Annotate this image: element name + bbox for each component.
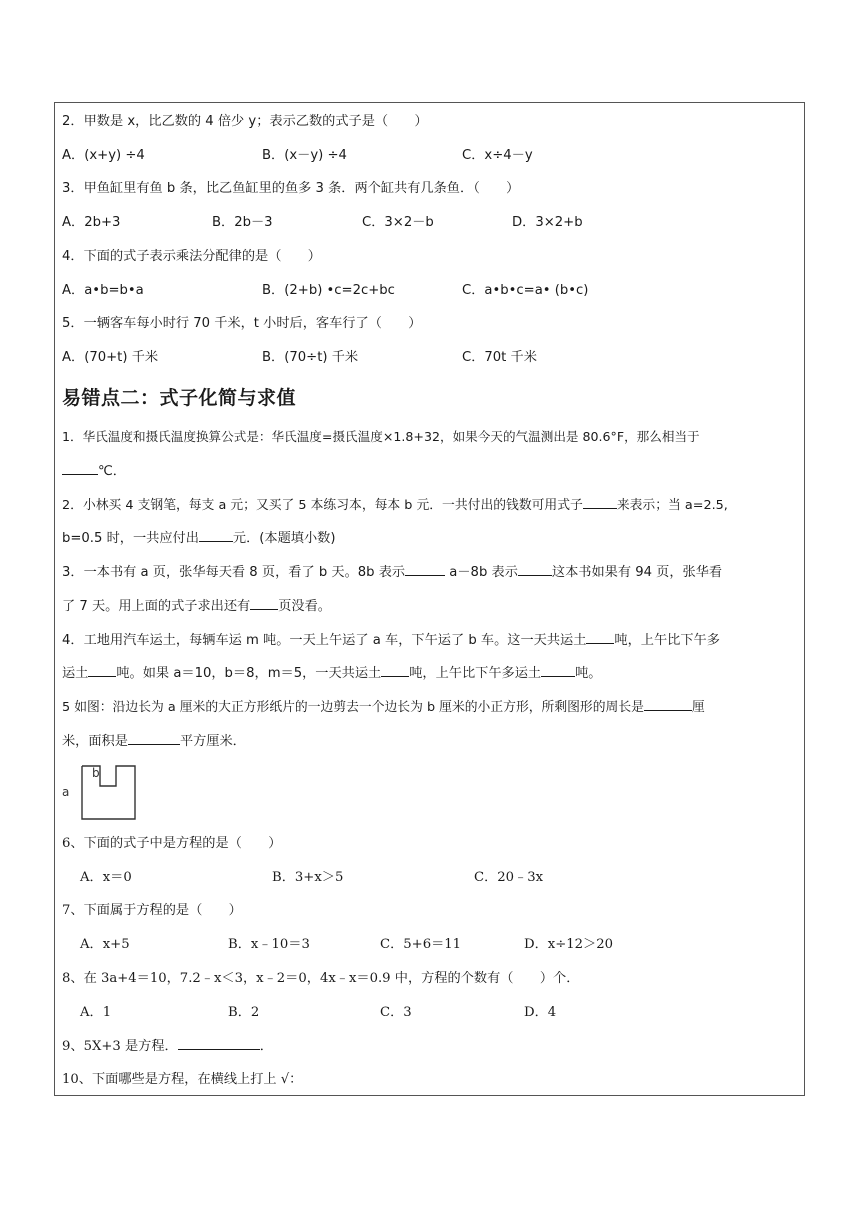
text: a－8b 表示	[445, 565, 518, 580]
q4-option-b[interactable]: B．(2+b) •c=2c+bc	[262, 283, 395, 298]
question-2: 2．甲数是 x，比乙数的 4 倍少 y；表示乙数的式子是（ ）	[62, 114, 428, 129]
q8-option-a[interactable]: A．1	[80, 1005, 112, 1020]
question-3: 3．甲鱼缸里有鱼 b 条，比乙鱼缸里的鱼多 3 条．两个缸共有几条鱼．（ ）	[62, 181, 520, 196]
problem-4-line-1	[62, 631, 720, 650]
q5-option-c[interactable]: C．70t 千米	[462, 350, 537, 365]
question-9	[62, 1037, 273, 1056]
q5-option-b[interactable]: B．(70÷t) 千米	[262, 350, 359, 365]
text: 3．一本书有 a 页，张华每天看 8 页，看了 b 天。8b 表示	[62, 565, 406, 580]
answer-blank[interactable]	[541, 664, 575, 677]
answer-blank[interactable]	[381, 664, 409, 677]
problem-2-line-2	[62, 529, 336, 548]
q7-option-d[interactable]: D．x÷12＞20	[524, 937, 613, 952]
section-heading: 易错点二：式子化简与求值	[62, 387, 297, 409]
answer-blank[interactable]	[250, 597, 278, 610]
text: 了 7 天。用上面的式子求出还有	[62, 599, 251, 614]
q7-option-a[interactable]: A．x+5	[80, 937, 130, 952]
text: 来表示；当 a=2.5,	[616, 498, 728, 513]
figure-label-a: a	[62, 785, 70, 799]
problem-5-line-1	[62, 698, 705, 717]
text: 平方厘米．	[179, 734, 246, 749]
q6-option-c[interactable]: C．20﹣3x	[474, 870, 544, 885]
q2-option-a[interactable]: A．(x+y) ÷4	[62, 148, 145, 163]
q8-option-d[interactable]: D．4	[524, 1005, 557, 1020]
problem-3-line-1	[62, 563, 722, 582]
q3-option-c[interactable]: C．3×2－b	[362, 215, 434, 230]
text: 吨，上午比下午多运土	[409, 666, 542, 681]
answer-blank[interactable]	[128, 732, 180, 745]
q4-option-c[interactable]: C．a•b•c=a• (b•c)	[462, 283, 589, 298]
answer-blank[interactable]	[586, 631, 614, 644]
q6-option-a[interactable]: A．x＝0	[80, 870, 132, 885]
q8-option-b[interactable]: B．2	[228, 1005, 260, 1020]
text: ．	[259, 1039, 273, 1054]
q4-option-a[interactable]: A．a•b=b•a	[62, 283, 144, 298]
question-4: 4．下面的式子表示乘法分配律的是（ ）	[62, 249, 321, 264]
answer-blank[interactable]	[88, 664, 116, 677]
problem-5-line-2	[62, 732, 246, 751]
text: 运土	[62, 666, 89, 681]
text: 9、5X+3 是方程．	[62, 1039, 178, 1054]
question-5: 5．一辆客车每小时行 70 千米，t 小时后，客车行了（ ）	[62, 316, 422, 331]
problem-4-line-2	[62, 664, 602, 683]
text: 元．(本题填小数)	[232, 531, 336, 546]
text: 4．工地用汽车运土，每辆车运 m 吨。一天上午运了 a 车，下午运了 b 车。这一天共运土	[62, 633, 587, 648]
answer-blank[interactable]	[178, 1037, 260, 1050]
answer-blank[interactable]	[518, 563, 552, 576]
text: 吨。如果 a＝10，b＝8，m＝5，一天共运土	[116, 666, 382, 681]
q2-option-c[interactable]: C．x÷4－y	[462, 148, 533, 163]
q5-option-a[interactable]: A．(70+t) 千米	[62, 350, 159, 365]
q2-option-b[interactable]: B．(x－y) ÷4	[262, 148, 347, 163]
q6-option-b[interactable]: B．3+x＞5	[272, 870, 344, 885]
answer-blank[interactable]	[583, 496, 617, 509]
figure-label-b: b	[92, 766, 100, 780]
text: 吨。	[575, 666, 602, 681]
problem-1-line-1: 1．华氏温度和摄氏温度换算公式是：华氏温度=摄氏温度×1.8+32，如果今天的气温测出是 80.6°F，那么相当于	[62, 429, 700, 444]
text: 米，面积是	[62, 734, 128, 749]
text: 厘	[691, 700, 705, 715]
answer-blank[interactable]	[644, 698, 692, 711]
figure-outline	[82, 766, 135, 819]
q3-option-d[interactable]: D．3×2+b	[512, 215, 583, 230]
question-6: 6、下面的式子中是方程的是（ ）	[62, 836, 282, 851]
q3-option-b[interactable]: B．2b－3	[212, 215, 273, 230]
problem-3-line-2	[62, 597, 331, 616]
q7-option-b[interactable]: B．x﹣10＝3	[228, 937, 310, 952]
q3-option-a[interactable]: A．2b+3	[62, 215, 121, 230]
text: b=0.5 时，一共应付出	[62, 531, 199, 546]
q8-option-c[interactable]: C．3	[380, 1005, 412, 1020]
square-cutout-figure	[60, 764, 140, 822]
text: 吨，上午比下午多	[614, 633, 720, 648]
text: 这本书如果有 94 页，张华看	[551, 565, 723, 580]
answer-blank[interactable]	[62, 462, 98, 475]
question-10: 10、下面哪些是方程，在横线上打上 √：	[62, 1072, 303, 1087]
answer-blank[interactable]	[405, 563, 445, 576]
text: 5 如图：沿边长为 a 厘米的大正方形纸片的一边剪去一个边长为 b 厘米的小正方形，所剩图形的周长是	[62, 700, 644, 715]
problem-2-line-1	[62, 496, 728, 515]
unit-text: ℃．	[98, 464, 126, 479]
q7-option-c[interactable]: C．5+6＝11	[380, 937, 462, 952]
problem-1-line-2	[62, 462, 126, 481]
question-8: 8、在 3a+4＝10，7.2﹣x＜3，x﹣2＝0，4x﹣x＝0.9 中，方程的个数有（ ）个．	[62, 971, 580, 986]
answer-blank[interactable]	[199, 529, 233, 542]
question-7: 7、下面属于方程的是（ ）	[62, 903, 242, 918]
text: 2．小林买 4 支钢笔，每支 a 元；又买了 5 本练习本，每本 b 元．一共付出的钱数可用式子	[62, 498, 583, 513]
text: 页没看。	[278, 599, 331, 614]
